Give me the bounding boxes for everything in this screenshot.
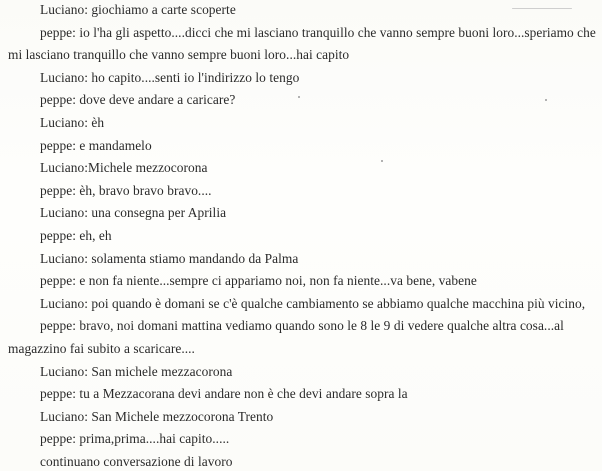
transcript-line: Luciano: giochiamo a carte scoperte xyxy=(40,2,236,17)
transcript-line: Luciano: una consegna per Aprilia xyxy=(40,205,227,221)
scan-speck xyxy=(512,8,572,9)
transcript-line: mi lasciano tranquillo che vanno sempre buoni loro...hai capito xyxy=(8,47,350,63)
transcript-line: Luciano: San Michele mezzocorona Trento xyxy=(40,408,274,424)
transcript-line: peppe: èh, bravo bravo bravo.... xyxy=(40,182,212,198)
transcript-line: peppe: eh, eh xyxy=(40,228,112,243)
transcript-line: peppe: e non fa niente...sempre ci appariamo noi, non fa niente...va bene, vabene xyxy=(40,273,477,289)
transcript-line: Luciano: solamenta stiamo mandando da Palma xyxy=(40,250,299,266)
transcript-line: peppe: io l'ha gli aspetto....dicci che mi lasciano tranquillo che vanno sempre buoni loro...speriamo che xyxy=(40,24,596,40)
transcript-line: peppe: tu a Mezzacorana devi andare non è che devi andare sopra la xyxy=(40,386,408,402)
scan-speck xyxy=(545,99,547,101)
transcript-line: Luciano: San michele mezzacorona xyxy=(40,363,233,379)
transcript-line: magazzino fai subito a scaricare.... xyxy=(8,341,195,356)
transcript-line: peppe: prima,prima....hai capito..... xyxy=(40,431,230,447)
transcript-line: peppe: bravo, noi domani mattina vediamo quando sono le 8 le 9 di vedere qualche altra cosa...al xyxy=(40,318,564,334)
transcript-line: continuano conversazione di lavoro xyxy=(40,454,233,469)
transcript-line: Luciano: èh xyxy=(40,115,105,130)
transcript-line: Luciano:Michele mezzocorona xyxy=(40,160,208,176)
scan-speck xyxy=(298,96,300,98)
scan-speck xyxy=(381,160,383,162)
transcript-line: Luciano: poi quando è domani se c'è qualche cambiamento se abbiamo qualche macchina più vicino, xyxy=(40,295,586,311)
transcript-line: Luciano: ho capito....senti io l'indirizzo lo tengo xyxy=(40,69,300,85)
transcript-line: peppe: dove deve andare a caricare? xyxy=(40,92,236,108)
transcript-line: peppe: e mandamelo xyxy=(40,137,152,153)
